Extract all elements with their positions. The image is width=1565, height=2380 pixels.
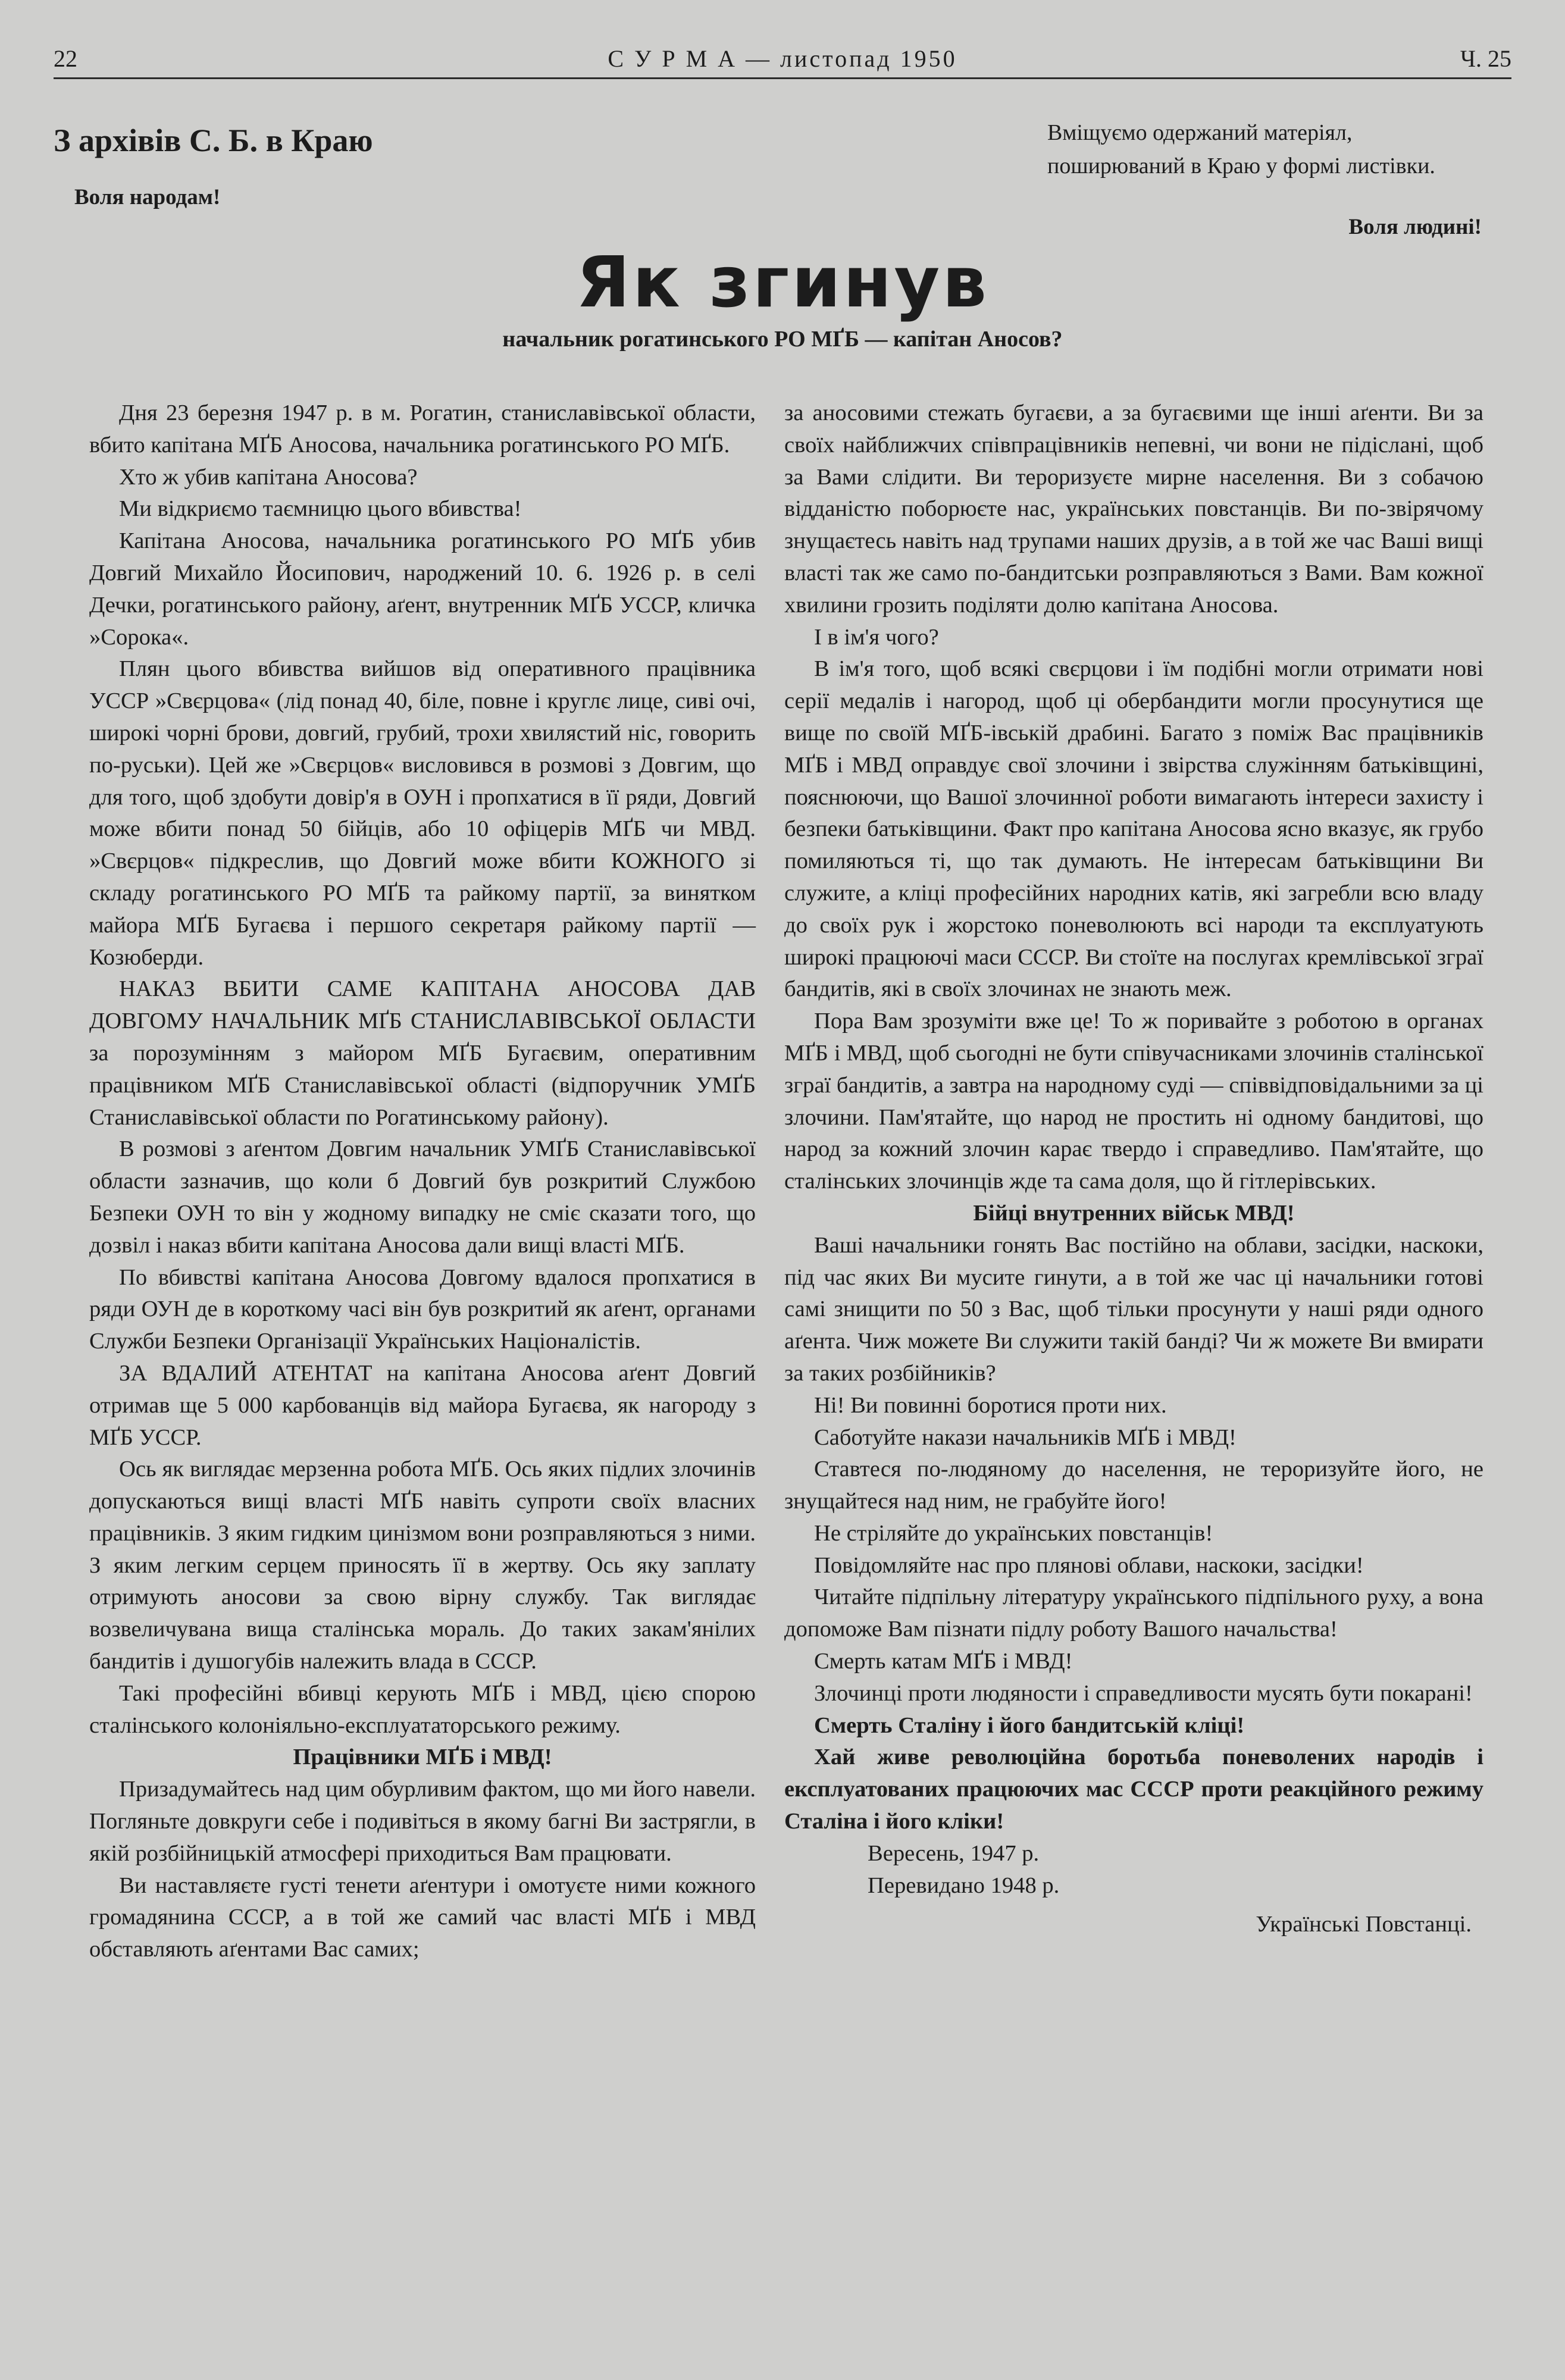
slogan-left: Воля народам! [74, 185, 221, 209]
paragraph: Повідомляйте нас про плянові облави, наскоки, засідки! [814, 1552, 1364, 1578]
paragraph: Ні! Ви повинні боротися проти них. [814, 1392, 1167, 1418]
page-header [54, 42, 1511, 79]
paragraph: Злочинці проти людяности і справедливости мусять бути покарані! [814, 1680, 1473, 1706]
slogan-right: Воля людині! [1348, 215, 1482, 239]
paragraph: ЗА ВДАЛИЙ АТЕНТАТ на капітана Аносова аґент Довгий отримав ще 5 000 карбованців від майора Бугаєва, як нагороду з МҐБ УССР. [89, 1360, 756, 1450]
left-column [89, 397, 756, 1966]
paragraph: Призадумайтесь над цим обурливим фактом, що ми його навели. Погляньте довкруги себе і подивіться в якому багні Ви застрягли, в якій розбійницькій атмосфері приходиться Вам працювати. [89, 1777, 756, 1866]
paragraph: НАКАЗ ВБИТИ САМЕ КАПІТАНА АНОСОВА ДАВ ДОВГОМУ НАЧАЛЬНИК МҐБ СТАНИСЛАВІВСЬКОЇ ОБЛАСТИ за порозумінням з майором МҐБ Бугаєвим, оперативним працівником МҐБ Станиславівської області (відпоручник УМҐБ Станиславівської области по Рогатинському району). [89, 976, 756, 1130]
paragraph: В розмові з аґентом Довгим начальник УМҐБ Станиславівської области зазначив, що коли б Довгий був розкритий Службою Безпеки ОУН то він у жодному випадку не сміє сказати того, що дозвіл і наказ вбити капітана Аносова дали вищі власті МҐБ. [89, 1136, 756, 1258]
paragraph: Ми відкриємо таємницю цього вбивства! [119, 496, 522, 522]
issue-number: Ч. 25 [1460, 45, 1511, 72]
signature: Українські Повстанці. [1256, 1912, 1472, 1937]
paragraph: Хто ж убив капітана Аносова? [119, 464, 418, 490]
article-headline: Як згинув [575, 241, 990, 323]
paragraph: Капітана Аносова, начальника рогатинського РО МҐБ убив Довгий Михайло Йосипович, народжений 10. 6. 1926 р. в селі Дечки, рогатинського району, аґент, внутренник МҐБ УССР, кличка »Сорока«. [89, 528, 756, 650]
paragraph: за аносовими стежать бугаєви, а за бугаєвими ще інші аґенти. Ви за своїх найближчих співпрацівників непевні, чи вони не підіслані, щоб за Вами слідити. Ви тероризуєте мирне населення. Ви з собачою відданістю поборюєте нас, українських повстанців. Ви по-звірячому знущаєтесь навіть над трупами наших друзів, а в той же час Ваші вищі власті так же само по-бандитськи розправляються з Вами. Вам кожної хвилини грозить поділяти долю капітана Аносова. [784, 400, 1483, 618]
section-heading: Бійці внутренних військ МВД! [973, 1200, 1295, 1226]
page-number: 22 [54, 45, 77, 72]
paragraph: І в ім'я чого? [814, 624, 939, 650]
date-line: Вересень, 1947 р. [868, 1840, 1040, 1866]
paragraph: Ви наставляєте густі тенети аґентури і омотуєте ними кожного громадянина СССР, а в той же самий час власті МҐБ і МВД обставляють аґентами Вас самих; [89, 1872, 756, 1962]
slogan-paragraph: Хай живе революційна боротьба поневолених народів і експлуатованих працюючих мас СССР проти реакційного режиму Сталіна і його кліки! [784, 1745, 1483, 1834]
magazine-title: С У Р М А — листопад 1950 [608, 45, 957, 72]
paragraph: Читайте підпільну літературу українського підпільного руху, а вона допоможе Вам пізнати підлу роботу Вашого начальства! [784, 1584, 1483, 1642]
paragraph: Саботуйте накази начальників МҐБ і МВД! [814, 1424, 1237, 1450]
reprint-line: Перевидано 1948 р. [868, 1872, 1060, 1898]
intro-note: Вміщуємо одержаний матеріял, поширюваний в Краю у формі листівки. [1047, 120, 1435, 178]
paragraph: В ім'я того, щоб всякі свєрцови і їм подібні могли отримати нові серії медалів і нагород, щоб ці обербандити могли просунутися ще вище по своїй МҐБ-івській драбині. Багато з поміж Вас працівників МҐБ і МВД оправдує свої злочини і звірства служінням батьківщині, пояснюючи, що Вашої злочинної роботи вимагають інтереси захисту і безпеки батьківщини. Факт про капітана Аносова ясно вказує, як грубо помиляються ті, що так думають. Не інтересам батьківщини Ви служите, а кліці професійних народних катів, які загребли всю владу до своїх рук і жорстоко поневолюють всі народи та експлуатують широкі працюючі маси СССР. Ви стоїте на послугах кремлівської зграї бандитів, які в своїх злочинах не знають меж. [784, 656, 1483, 1002]
article-subheadline: начальник рогатинського РО МҐБ — капітан Аносов? [502, 327, 1063, 352]
paragraph: Ваші начальники гонять Вас постійно на облави, засідки, наскоки, під час яких Ви мусите гинути, а в той же час ці начальники готові самі знищити по 50 з Вас, щоб тільки просунути у наші ряди одного аґента. Чиж можете Ви служити такій банді? Чи ж можете Ви вмирати за таких розбійників? [784, 1232, 1483, 1386]
section-heading: Працівники МҐБ і МВД! [293, 1745, 552, 1770]
paragraph: Не стріляйте до українських повстанців! [814, 1520, 1213, 1546]
paragraph: Пора Вам зрозуміти вже це! То ж поривайте з роботою в органах МҐБ і МВД, щоб сьогодні не бути співучасниками злочинів сталінської зграї бандитів, а завтра на народному суді — співвідповідальними за ці злочини. Пам'ятайте, що народ не простить ні одному бандитові, що народ за кожний злочин карає твердо і справедливо. Пам'ятайте, що сталінських злочинців жде та сама доля, що й гітлерівських. [784, 1009, 1483, 1194]
slogan-paragraph: Смерть Сталіну і його бандитській кліці! [814, 1712, 1245, 1738]
archive-title: З архівів С. Б. в Краю [54, 123, 373, 158]
paragraph: По вбивстві капітана Аносова Довгому вдалося пропхатися в ряди ОУН де в короткому часі він був розкритий як аґент, органами Служби Безпеки Організації Українських Націоналістів. [89, 1264, 756, 1354]
paragraph: Ось як виглядає мерзенна робота МҐБ. Ось яких підлих злочинів допускаються вищі власті МҐБ навіть супроти своїх власних працівників. З яким гидким цинізмом вони розправляються з ними. З яким легким серцем приносять її в жертву. Ось яку заплату отримують аносови за свою вірну службу. Так виглядає возвеличувана вища сталінська мораль. До таких закам'янілих бандитів і душогубів належить влада в СССР. [89, 1457, 756, 1674]
paragraph: Такі професійні вбивці керують МҐБ і МВД, цією спорою сталінського колоніяльно-експлуататорського режиму. [89, 1680, 756, 1738]
paragraph: Плян цього вбивства вийшов від оперативного працівника УССР »Свєрцова« (лід понад 40, біле, повне і круглє лице, сиві очі, широкі чорні брови, довгий, грубий, трохи хвилястий ніс, говорить по-руськи). Цей же »Свєрцов« висловився в розмові з Довгим, що для того, щоб здобути довір'я в ОУН і пропхатися в її ряди, Довгий може вбити понад 50 бійців, або 10 офіцерів МҐБ чи МВД. »Свєрцов« підкреслив, що Довгий може вбити КОЖНОГО зі складу рогатинського РО МҐБ та райкому партії, за винятком майора МҐБ Бугаєва і першого секретаря райкому партії — Козюберди. [89, 656, 756, 970]
paragraph: Смерть катам МҐБ і МВД! [814, 1649, 1073, 1674]
paragraph: Ставтеся по-людяному до населення, не тероризуйте його, не знущайтеся над ним, не грабуйте його! [784, 1457, 1483, 1514]
paragraph: Дня 23 березня 1947 р. в м. Рогатин, станиславівської области, вбито капітана МҐБ Аносова, начальника рогатинського РО МҐБ. [89, 400, 756, 458]
right-column [784, 397, 1483, 1941]
